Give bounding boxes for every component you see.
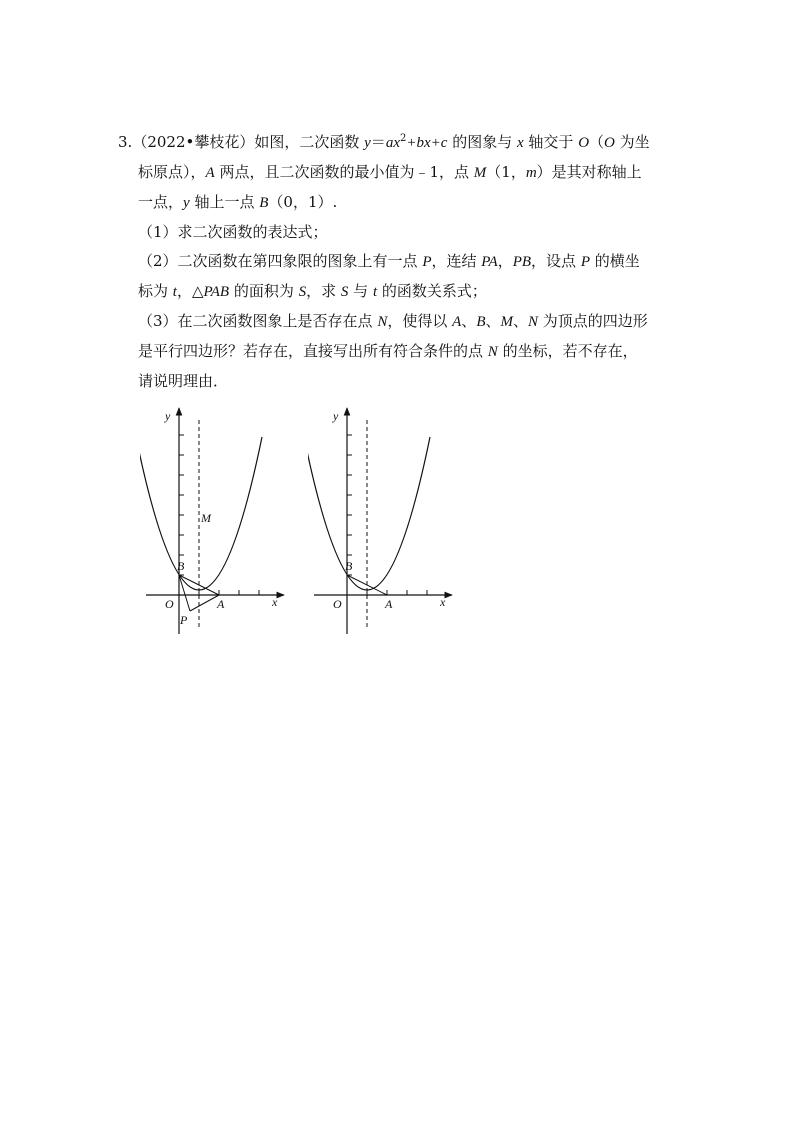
y-axis-ticks [347,435,352,575]
q3-text: 为顶点的四边形 [538,312,648,330]
q2-text: 与 [348,282,373,300]
point-N: N [487,344,498,360]
point-M: M [500,314,513,330]
label-A: A [217,597,225,611]
point-B: B [259,195,269,211]
point-P: P [422,254,432,270]
problem-source: （2022•攀枝花） [132,133,255,151]
segment-PA: PA [481,254,498,270]
stem-text: 标原点）， [138,163,206,181]
q3-text: 、 [461,312,477,330]
triangle-PAB: PAB [203,284,230,300]
equation-part: +bx+c [406,135,448,151]
point-N: N [377,314,388,330]
q2-text: （2）二次函数在第四象限的图象上有一点 [138,252,423,270]
stem-text: （ [589,133,605,151]
equation-part: ax [385,135,400,151]
label-y: y [333,409,339,423]
label-x: x [272,595,278,609]
problem-stem-line-1 [118,128,688,158]
x-axis-ticks [367,590,427,595]
label-A: A [385,597,393,611]
point-N: N [528,314,539,330]
point-A: A [452,314,462,330]
q2-text: 的横坐 [589,252,640,270]
var-x: x [516,135,524,151]
q2-text: 标为 [138,282,173,300]
stem-text: 的图象与 [447,133,517,151]
stem-text: （0，1）. [268,193,338,211]
stem-text: 轴交于 [523,133,579,151]
problem-stem-line-2 [118,158,688,188]
q3-text: 、 [485,312,501,330]
equation-part: y [364,135,371,151]
q3-text: 的坐标，若不存在， [497,342,638,360]
equation-part: ＝ [370,133,386,151]
question-2-line-2 [118,277,688,307]
stem-text: 轴上一点 [189,193,260,211]
q2-text: 的函数关系式； [377,282,487,300]
question-3-line-1 [118,307,688,337]
var-y: y [183,195,190,211]
var-t: t [372,284,378,300]
x-axis-ticks [199,590,259,595]
q3-text: 是平行四边形？若存在，直接写出所有符合条件的点 [138,342,488,360]
q2-text: ，△ [176,282,204,300]
q2-text: ， [497,252,513,270]
label-x: x [440,595,446,609]
figure-1-graph [140,400,290,640]
point-O: O [604,135,615,151]
var-S: S [340,284,349,300]
problem-3 [118,128,688,396]
question-3-line-3 [118,367,688,396]
stem-text: ）是其对称轴上 [536,163,642,181]
figure-2-graph [308,400,458,640]
label-O: O [333,597,342,611]
var-m: m [525,165,537,181]
stem-text: 两点，且二次函数的最小值为﹣1，点 [214,163,474,181]
question-3-line-2 [118,337,688,367]
var-t: t [172,284,177,300]
q3-text: 、 [513,312,529,330]
point-A: A [205,165,215,181]
label-y: y [165,409,171,423]
label-B: B [177,559,185,573]
question-1-text: （1）求二次函数的表达式； [138,223,328,241]
question-2-line-1 [118,247,688,277]
label-M: M [201,511,211,525]
q2-text: ，连结 [431,252,482,270]
y-axis-ticks [179,435,184,575]
var-S: S [298,284,307,300]
q3-text: ，使得以 [387,312,453,330]
q2-text: ，设点 [531,252,581,270]
stem-text: 为坐 [614,133,650,151]
label-P: P [180,613,188,627]
problem-stem-line-3 [118,188,688,218]
q2-text: 的面积为 [229,282,299,300]
label-B: B [345,559,353,573]
stem-text: 一点， [138,193,184,211]
equation-exponent: 2 [399,133,407,144]
question-1 [118,218,688,247]
point-P: P [580,254,590,270]
point-M: M [473,165,487,181]
segment-PB: PB [512,254,532,270]
q3-text: 请说明理由． [138,372,229,390]
problem-number: 3. [118,133,133,151]
q2-text: ，求 [306,282,341,300]
stem-text: （1， [486,163,526,181]
label-O: O [165,597,174,611]
parabola-curve [308,437,430,590]
point-B: B [476,314,486,330]
point-O: O [578,135,590,151]
q3-text: （3）在二次函数图象上是否存在点 [138,312,378,330]
stem-text: 如图，二次函数 [254,133,365,151]
